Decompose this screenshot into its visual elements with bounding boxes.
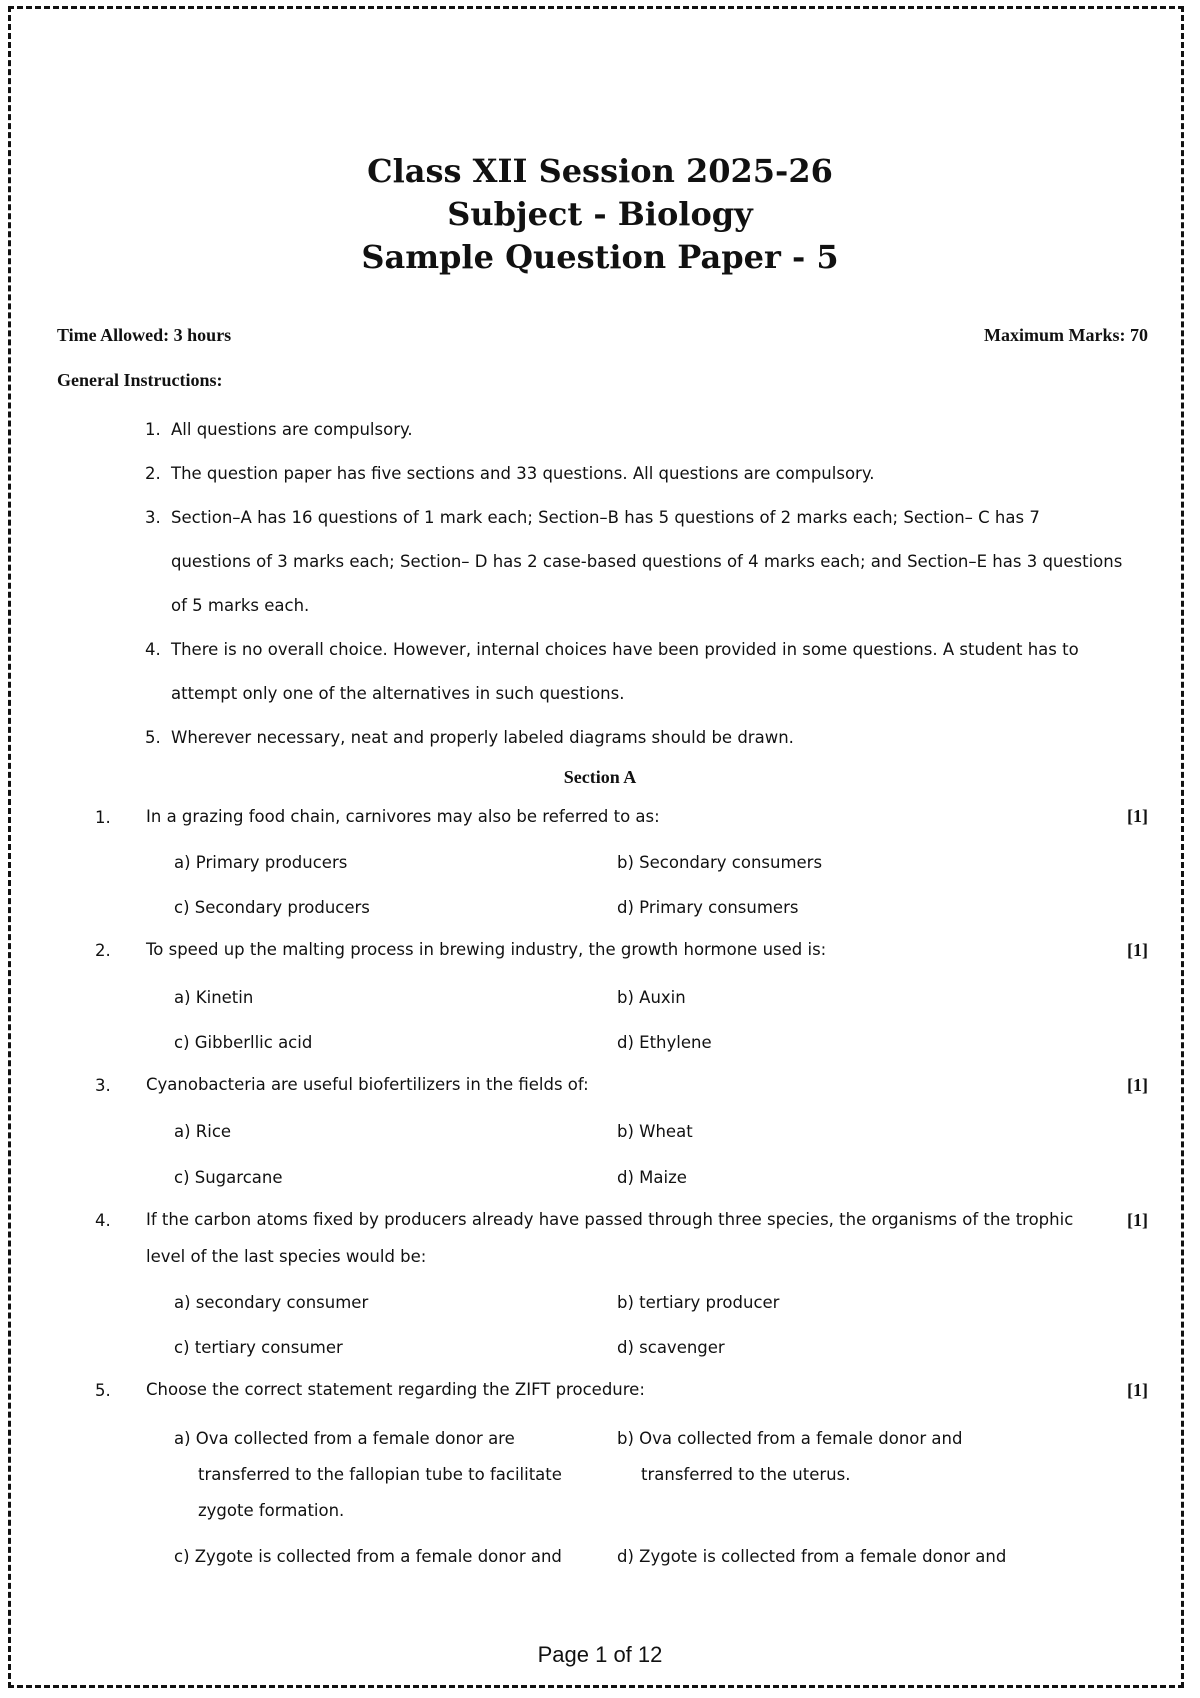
- question-number: 5.: [95, 1381, 111, 1400]
- general-instructions-heading: General Instructions:: [57, 370, 223, 390]
- option-c: c) tertiary consumer: [174, 1338, 343, 1357]
- option-b: b) tertiary producer: [617, 1293, 780, 1312]
- instruction-number: 2.: [145, 464, 161, 483]
- option-a: a) Kinetin: [174, 988, 254, 1007]
- option-a: a) Rice: [174, 1122, 232, 1141]
- instruction-item: [145, 452, 1140, 496]
- question-marks: [1]: [1127, 806, 1148, 826]
- question-text: To speed up the malting process in brewing industry, the growth hormone used is:: [146, 940, 827, 959]
- option-c: c) Secondary producers: [174, 898, 370, 917]
- instruction-number: 3.: [145, 508, 161, 527]
- question-number: 1.: [95, 808, 111, 827]
- option-a: a) Primary producers: [174, 853, 348, 872]
- instruction-text-cont: attempt only one of the alternatives in such questions.: [171, 684, 625, 703]
- question-text: Cyanobacteria are useful biofertilizers in the fields of:: [146, 1075, 589, 1094]
- option-b: b) Wheat: [617, 1122, 693, 1141]
- paper-title-class: Class XII Session 2025-26: [367, 152, 833, 190]
- question-marks: [1]: [1127, 1210, 1148, 1230]
- question-marks: [1]: [1127, 1075, 1148, 1095]
- instruction-item: [145, 408, 1140, 452]
- time-allowed: Time Allowed: 3 hours: [57, 325, 232, 345]
- option-b: b) Auxin: [617, 988, 686, 1007]
- page-number: Page 1 of 12: [537, 1642, 663, 1667]
- question-text-cont: level of the last species would be:: [146, 1247, 427, 1266]
- question-text: Choose the correct statement regarding the ZIFT procedure:: [146, 1380, 645, 1399]
- option-c: c) Gibberllic acid: [174, 1033, 313, 1052]
- instruction-text: All questions are compulsory.: [171, 420, 413, 439]
- question-number: 3.: [95, 1076, 111, 1095]
- instruction-number: 1.: [145, 420, 161, 439]
- option-d: d) Ethylene: [617, 1033, 712, 1052]
- option-a: a) Ova collected from a female donor are transferred to the fallopian tube to facilitate zygote formation.: [174, 1429, 562, 1520]
- question-number: 2.: [95, 941, 111, 960]
- option-b: b) Ova collected from a female donor and transferred to the uterus.: [617, 1429, 963, 1484]
- instruction-text: There is no overall choice. However, internal choices have been provided in some questions. A student has to: [171, 640, 1079, 659]
- option-a: a) secondary consumer: [174, 1293, 369, 1312]
- question-text: If the carbon atoms fixed by producers already have passed through three species, the organisms of the trophic: [146, 1210, 1074, 1229]
- instruction-number: 5.: [145, 728, 161, 747]
- option-d: d) scavenger: [617, 1338, 725, 1357]
- question-marks: [1]: [1127, 940, 1148, 960]
- instruction-text: Wherever necessary, neat and properly labeled diagrams should be drawn.: [171, 728, 794, 747]
- instruction-text: Section–A has 16 questions of 1 mark each; Section–B has 5 questions of 2 marks each; Section– C has 7: [171, 508, 1040, 527]
- instruction-text-cont: of 5 marks each.: [171, 596, 310, 615]
- instruction-item: [145, 716, 1140, 760]
- paper-title-subject: Subject - Biology: [447, 195, 753, 233]
- instruction-number: 4.: [145, 640, 161, 659]
- instruction-text: The question paper has five sections and 33 questions. All questions are compulsory.: [171, 464, 875, 483]
- section-a-heading: Section A: [563, 767, 637, 787]
- paper-title-sample: Sample Question Paper - 5: [361, 238, 839, 276]
- option-c: c) Zygote is collected from a female donor and: [174, 1547, 562, 1566]
- question-number: 4.: [95, 1211, 111, 1230]
- option-d: d) Maize: [617, 1168, 687, 1187]
- option-d: d) Zygote is collected from a female donor and: [617, 1547, 1007, 1566]
- maximum-marks: Maximum Marks: 70: [984, 325, 1148, 345]
- question-marks: [1]: [1127, 1380, 1148, 1400]
- instruction-text-cont: questions of 3 marks each; Section– D has 2 case-based questions of 4 marks each; and Section–E has 3 questions: [171, 552, 1123, 571]
- instruction-item: [145, 628, 1140, 716]
- option-c: c) Sugarcane: [174, 1168, 283, 1187]
- instruction-item: [145, 496, 1140, 628]
- question-text: In a grazing food chain, carnivores may also be referred to as:: [146, 807, 660, 826]
- option-d: d) Primary consumers: [617, 898, 799, 917]
- option-b: b) Secondary consumers: [617, 853, 823, 872]
